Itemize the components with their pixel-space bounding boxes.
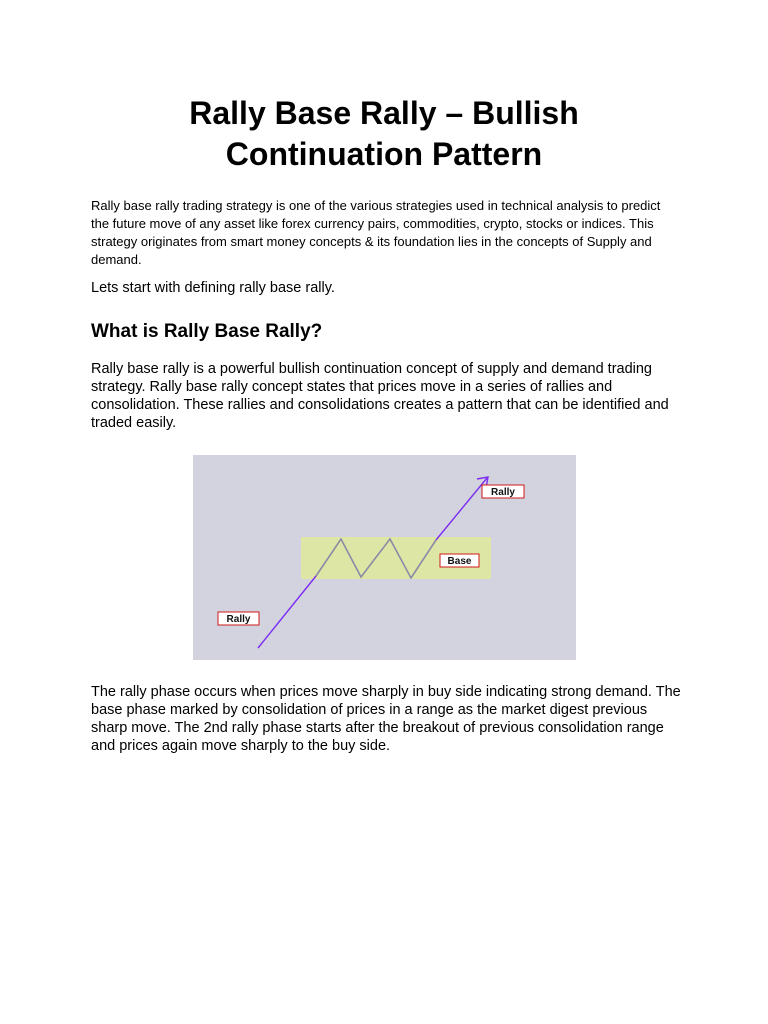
intro-paragraph: Rally base rally trading strategy is one of the various strategies used in technical analysis to predict the future move of any asset like forex currency pairs, commodities, crypto, stocks or indices. This strategy originates from smart money concepts & its foundation lies in the concepts of Supply and demand. [91,198,661,267]
page-title [91,93,677,175]
lead-paragraph: Lets start with defining rally base rally. [91,280,335,296]
section-heading: What is Rally Base Rally? [91,321,323,342]
definition-paragraph: Rally base rally is a powerful bullish continuation concept of supply and demand trading strategy. Rally base rally concept states that prices move in a series of rallies and consolidation. These rallies and consolidations creates a pattern that can be identified and traded easily. [91,361,669,431]
phases-paragraph: The rally phase occurs when prices move sharply in buy side indicating strong demand. The base phase marked by consolidation of prices in a range as the market digest previous sharp move. The 2nd rally phase starts after the breakout of previous consolidation range and prices again move sharply to the buy side. [91,684,681,754]
diagram-canvas [193,455,576,660]
rally-label-top [482,485,524,498]
rally-label-bottom-text: Rally [226,614,251,625]
base-label-text: Base [447,556,472,567]
rally-label-top-text: Rally [491,487,515,498]
rally-base-rally-diagram [193,455,576,660]
title-line-1: Rally Base Rally – Bullish [189,95,579,131]
base-label [440,554,479,567]
title-line-2: Continuation Pattern [225,136,543,172]
rally-label-bottom [218,612,259,625]
